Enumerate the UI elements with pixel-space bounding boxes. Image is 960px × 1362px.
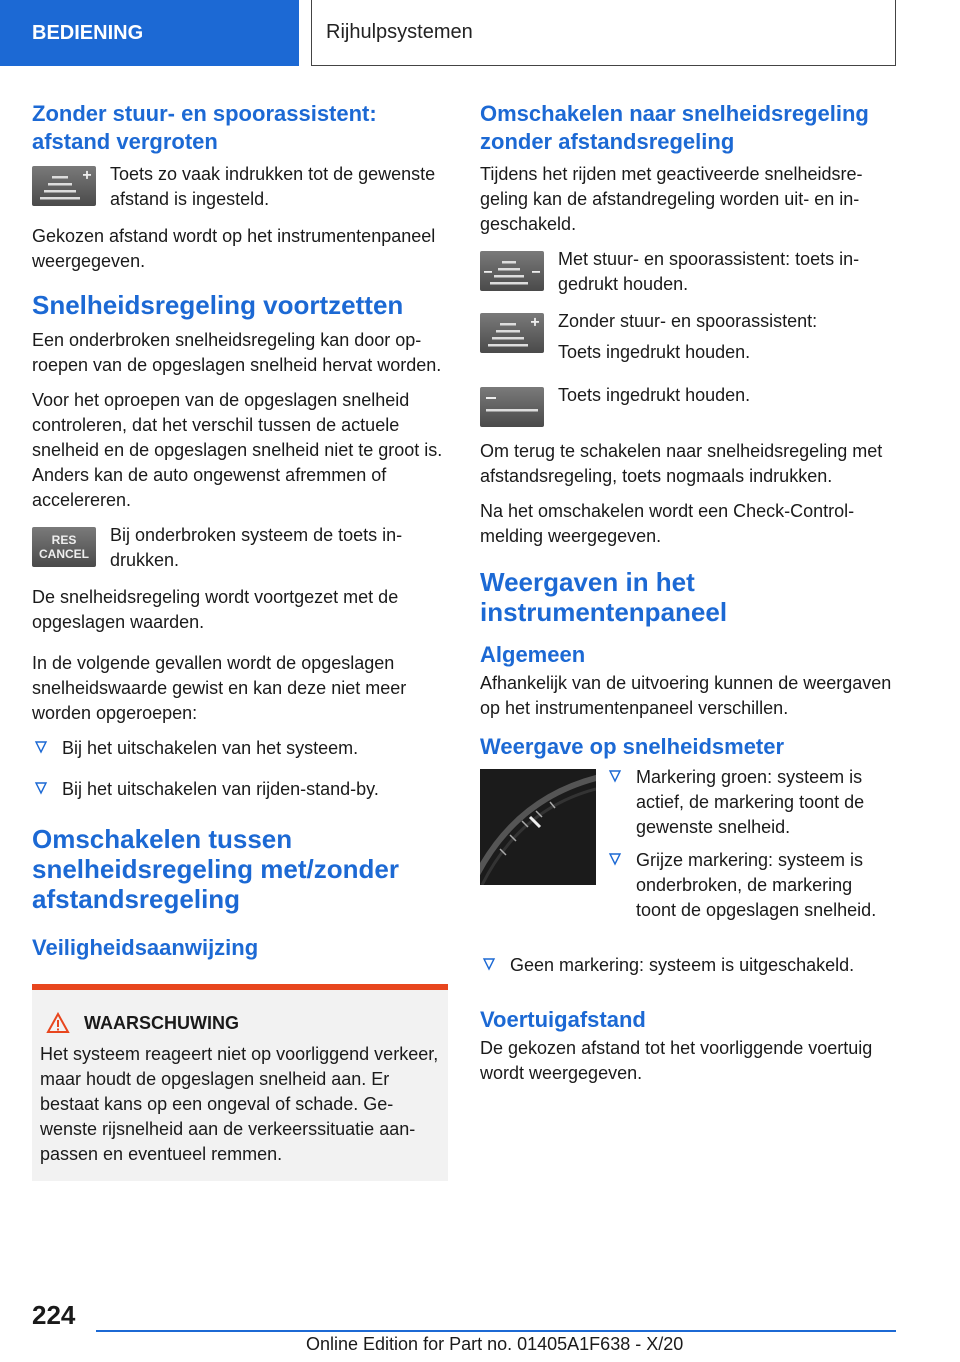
footer-divider xyxy=(96,1330,896,1332)
heading-omschakelen: Omschakelen tussen snelheidsregeling met/zonder afstandsregeling xyxy=(32,824,399,914)
afstand-icon-text: Toets zo vaak indrukken tot de gewenste afstand is ingesteld. xyxy=(110,164,436,209)
icon1-text: Met stuur- en spoorassistent: toets ingedrukt houden. xyxy=(558,249,860,294)
speedometer-image xyxy=(480,769,596,885)
res-cancel-button-icon xyxy=(32,527,96,567)
voortzetten-paragraph-3: De snelheidsregeling wordt voortgezet met de opgeslagen waarden. xyxy=(32,587,399,632)
naar-paragraph-3: Na het omschakelen wordt een Check-Control-melding weergegeven. xyxy=(480,501,855,546)
icon-row-2 xyxy=(480,309,896,371)
distance-button-icon xyxy=(480,251,544,291)
list-item xyxy=(606,765,896,840)
list-item xyxy=(480,953,896,978)
warning-triangle-icon xyxy=(46,1012,70,1034)
voortzetten-paragraph-2: Voor het oproepen van de opgeslagen snelheid controleren, dat het verschil tussen de actuele snelheid en de opgeslagen snelheid niet te groot is. Anders kan de auto ongewenst afremmen of accelereren. xyxy=(32,390,443,510)
list-item xyxy=(32,777,448,802)
list-item-text: Bij het uitschakelen van het systeem. xyxy=(62,738,359,758)
naar-paragraph-1: Tijdens het rijden met geactiveerde snelheidsregeling kan de afstandregeling worden uit- en ingeschakeld. xyxy=(480,164,863,234)
triangle-bullet-icon xyxy=(608,852,622,866)
heading-afstand-vergroten: Zonder stuur- en spoorassistent: afstand vergroten xyxy=(32,101,377,154)
section-tab: BEDIENING xyxy=(0,0,299,66)
speedometer-row xyxy=(480,769,896,941)
algemeen-paragraph: Afhankelijk van de uitvoering kunnen de weergaven op het instrumentenpaneel verschillen. xyxy=(480,673,892,718)
heading-weergaven: Weergaven in het instrumentenpaneel xyxy=(480,567,728,627)
list-item-text: Markering groen: systeem is actief, de markering toont de gewenste snelheid. xyxy=(636,767,865,837)
res-icon-text: Bij onderbroken systeem de toets indrukken. xyxy=(110,525,403,570)
cancel-label: CANCEL xyxy=(39,547,89,561)
distance-increase-button-icon xyxy=(32,166,96,206)
icon-row-3 xyxy=(480,383,896,427)
icon-row-afstand xyxy=(32,162,448,212)
voertuig-paragraph: De gekozen afstand tot het voorliggende voertuig wordt weergegeven. xyxy=(480,1038,873,1083)
list-item-text: Geen markering: systeem is uitgeschakeld. xyxy=(510,955,855,975)
heading-veiligheid: Veiligheidsaanwijzing xyxy=(32,935,259,960)
warning-title-text: WAARSCHUWING xyxy=(84,1012,239,1033)
icon2-text-line2: Toets ingedrukt houden. xyxy=(558,342,751,362)
voortzetten-paragraph-1: Een onderbroken snelheidsregeling kan door oproepen van de opgeslagen snelheid hervat worden. xyxy=(32,330,442,375)
footer-edition: Online Edition for Part no. 01405A1F638 - X/20 xyxy=(306,1334,684,1354)
warning-title xyxy=(40,1012,440,1034)
distance-increase-button-icon xyxy=(480,313,544,353)
afstand-paragraph: Gekozen afstand wordt op het instrumentenpaneel weergegeven. xyxy=(32,226,436,271)
list-item-text: Grijze markering: systeem is onderbroken, de markering toont de opgeslagen snelheid. xyxy=(636,850,877,920)
speedometer-list xyxy=(606,765,896,931)
snelheidsmeter-list-2 xyxy=(480,953,896,978)
page-number: 224 xyxy=(32,1300,76,1330)
warning-box xyxy=(32,984,448,1181)
heading-omschakelen-naar: Omschakelen naar snelheidsregeling zonder afstandsregeling xyxy=(480,101,869,154)
icon2-text xyxy=(558,309,817,371)
voortzetten-paragraph-4: In de volgende gevallen wordt de opgeslagen snelheidswaarde gewist en kan deze niet meer worden opgeroepen: xyxy=(32,653,407,723)
voortzetten-list xyxy=(32,736,448,802)
icon-row-1 xyxy=(480,247,896,297)
res-label: RES xyxy=(51,533,77,547)
warning-text: Het systeem reageert niet op voorliggend verkeer, maar houdt de opgeslagen snelheid aan. Er bestaat kans op een ongeval of schade. Gewenste rijsnelheid aan de verkeerssituatie aanpassen en eventueel remmen. xyxy=(40,1044,439,1164)
heading-algemeen: Algemeen xyxy=(480,642,586,667)
triangle-bullet-icon xyxy=(608,769,622,783)
triangle-bullet-icon xyxy=(34,740,48,754)
chapter-tab: Rijhulpsystemen xyxy=(311,0,896,66)
heading-snelheidsmeter: Weergave op snelheidsmeter xyxy=(480,734,785,759)
right-column xyxy=(480,100,896,1096)
heading-voertuigafstand: Voertuigafstand xyxy=(480,1007,646,1032)
left-column xyxy=(32,100,448,1181)
triangle-bullet-icon xyxy=(34,781,48,795)
heading-voortzetten: Snelheidsregeling voortzetten xyxy=(32,290,404,320)
list-item-text: Bij het uitschakelen van rijden-stand-by. xyxy=(62,779,379,799)
page-header xyxy=(0,0,960,66)
icon-row-res xyxy=(32,523,448,573)
naar-paragraph-2: Om terug te schakelen naar snelheidsregeling met afstandsregeling, toets nogmaals indrukken. xyxy=(480,441,883,486)
icon3-text: Toets ingedrukt houden. xyxy=(558,385,751,405)
minus-button-icon xyxy=(480,387,544,427)
list-item xyxy=(32,736,448,761)
triangle-bullet-icon xyxy=(482,957,496,971)
list-item xyxy=(606,848,896,923)
icon2-text-line1: Zonder stuur- en spoorassistent: xyxy=(558,311,818,331)
